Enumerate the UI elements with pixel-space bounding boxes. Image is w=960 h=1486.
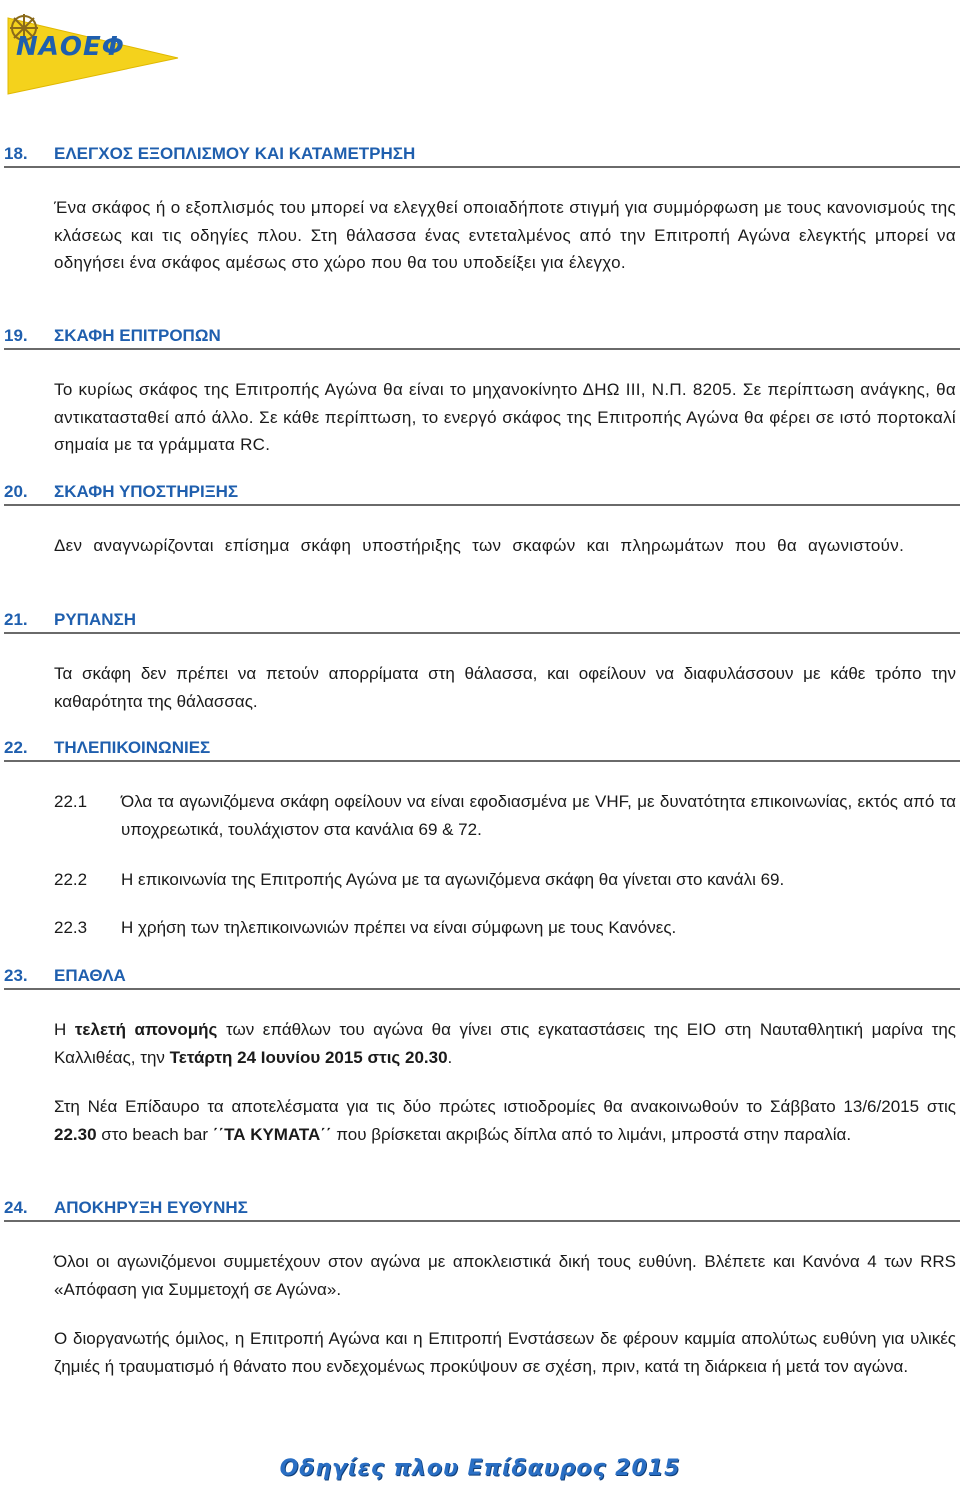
section-21-text: Τα σκάφη δεν πρέπει να πετούν απορρίματα στη θάλασσα, και οφείλουν να διαφυλάσσουν με κάθε τρόπο την καθαρότητα της θάλασσας. bbox=[54, 664, 956, 711]
section-title-18 bbox=[4, 144, 960, 168]
section-heading: ΕΠΑΘΛΑ bbox=[54, 966, 126, 985]
item-number: 22.3 bbox=[54, 918, 88, 937]
section-number: 19. bbox=[4, 326, 28, 345]
footer-title: Οδηγίες πλου Επίδαυρος 2015 bbox=[279, 1456, 681, 1481]
section-heading: ΣΚΑΦΗ ΥΠΟΣΤΗΡΙΞΗΣ bbox=[54, 482, 239, 501]
section-heading: ΤΗΛΕΠΙΚΟΙΝΩΝΙΕΣ bbox=[54, 738, 211, 757]
item-text: Η χρήση των τηλεπικοινωνιών πρέπει να είναι σύμφωνη με τους Κανόνες. bbox=[121, 918, 677, 937]
section-number: 22. bbox=[4, 738, 28, 757]
section-18-text: Ένα σκάφος ή ο εξοπλισμός του μπορεί να ελεγχθεί οποιαδήποτε στιγμή για συμμόρφωση με τους κανονισμούς της κλάσεως και τις οδηγίες πλου. Στη θάλασσα ένας εντεταλμένος από την Επιτροπή Αγώνα ελεγκτής μπορεί να οδηγήσει ένα σκάφος αμέσως στο χώρο που θα του υποδείξει για έλεγχο. bbox=[54, 198, 956, 272]
item-text: Όλα τα αγωνιζόμενα σκάφη οφείλουν να είναι εφοδιασμένα με VHF, με δυνατότητα επικοινωνίας, εκτός από τα υποχρεωτικά, τουλάχιστον στα κανάλια 69 & 72. bbox=[121, 792, 956, 839]
section-23-ceremony-text: Η τελετή απονομής των επάθλων του αγώνα θα γίνει στις εγκαταστάσεις της ΕΙΟ στη Ναυταθλητική μαρίνα της Καλλιθέας, την Τετάρτη 24 Ιουνίου 2015 στις 20.30. bbox=[54, 1020, 956, 1067]
section-title-19 bbox=[4, 326, 960, 350]
section-number: 20. bbox=[4, 482, 28, 501]
section-23-results-text: Στη Νέα Επίδαυρο τα αποτελέσματα για τις δύο πρώτες ιστιοδρομίες θα ανακοινωθούν το Σάββατο 13/6/2015 στις 22.30 στο beach bar ΄΄ΤΑ ΚΥΜΑΤΑ΄΄ που βρίσκεται ακριβώς δίπλα από το λιμάνι, μπροστά στην παραλία. bbox=[54, 1097, 956, 1144]
section-20-text: Δεν αναγνωρίζονται επίσημα σκάφη υποστήριξης των σκαφών και πληρωμάτων που θα αγωνιστούν. bbox=[54, 536, 905, 555]
section-heading: ΣΚΑΦΗ ΕΠΙΤΡΟΠΩΝ bbox=[54, 326, 221, 345]
section-title-20 bbox=[4, 482, 960, 506]
section-title-21 bbox=[4, 610, 960, 634]
section-heading: ΑΠΟΚΗΡΥΞΗ ΕΥΘΥΝΗΣ bbox=[54, 1198, 248, 1217]
section-number: 21. bbox=[4, 610, 28, 629]
section-number: 23. bbox=[4, 966, 28, 985]
item-text: Η επικοινωνία της Επιτροπής Αγώνα με τα αγωνιζόμενα σκάφη θα γίνεται στο κανάλι 69. bbox=[121, 870, 785, 889]
section-number: 24. bbox=[4, 1198, 28, 1217]
logo-text: ΝΑΟΕΦ bbox=[16, 32, 125, 62]
section-heading: ΕΛΕΓΧΟΣ ΕΞΟΠΛΙΣΜΟΥ ΚΑΙ ΚΑΤΑΜΕΤΡΗΣΗ bbox=[54, 144, 416, 163]
naoef-logo bbox=[6, 10, 182, 96]
section-number: 18. bbox=[4, 144, 28, 163]
section-19-text: Το κυρίως σκάφος της Επιτροπής Αγώνα θα είναι το μηχανοκίνητο ΔΗΩ ΙΙΙ, Ν.Π. 8205. Σε περίπτωση ανάγκης, θα αντικατασταθεί από άλλο. Σε κάθε περίπτωση, το ενεργό σκάφος της Επιτροπής Αγώνα θα φέρει σε ιστό πορτοκαλί σημαία με τα γράμματα RC. bbox=[54, 380, 956, 454]
section-title-23 bbox=[4, 966, 960, 990]
section-24-text-2: Ο διοργανωτής όμιλος, η Επιτροπή Αγώνα και η Επιτροπή Ενστάσεων δε φέρουν καμμία απολύτως ευθύνη για υλικές ζημιές ή τραυματισμό ή θάνατο που ενδεχομένως προκύψουν σε σχέση, πριν, κατά τη διάρκεια ή μετά τον αγώνα. bbox=[54, 1329, 956, 1376]
item-number: 22.1 bbox=[54, 792, 88, 811]
item-number: 22.2 bbox=[54, 870, 88, 889]
section-title-24 bbox=[4, 1198, 960, 1222]
section-heading: ΡΥΠΑΝΣΗ bbox=[54, 610, 136, 629]
section-24-text-1: Όλοι οι αγωνιζόμενοι συμμετέχουν στον αγώνα με αποκλειστικά δική τους ευθύνη. Βλέπετε και Κανόνα 4 των RRS «Απόφαση για Συμμετοχή σε Αγώνα». bbox=[54, 1252, 956, 1299]
section-title-22 bbox=[4, 738, 960, 762]
